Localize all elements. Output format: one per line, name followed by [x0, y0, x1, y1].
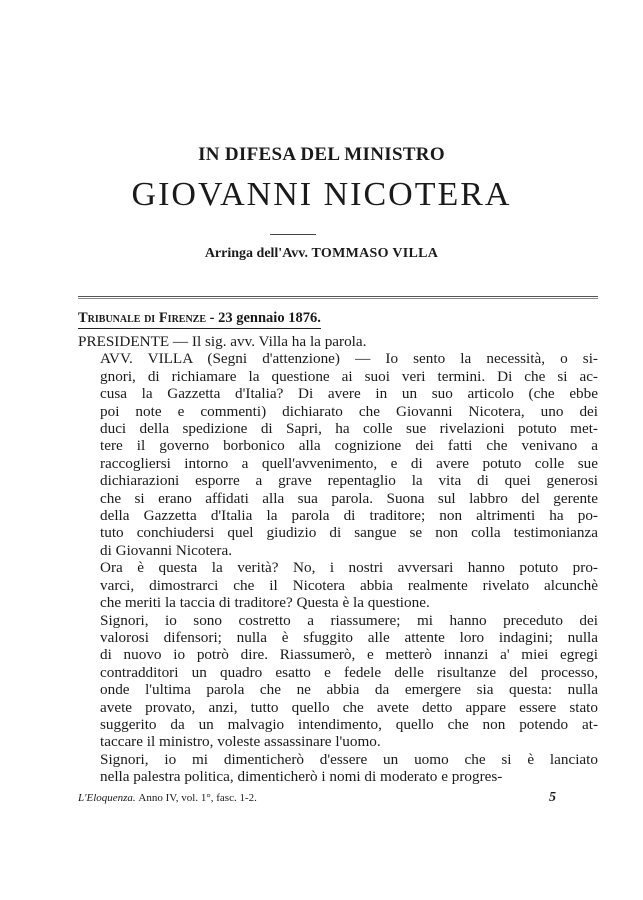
page-footer: [78, 792, 598, 804]
text-line: AVV. VILLA (Segni d'attenzione) — Io sento la necessità, o si-: [100, 350, 598, 368]
text-line: taccare il ministro, voleste assassinare l'uomo.: [100, 733, 381, 751]
text-line: gnori, di richiamare la questione ai suoi veri termini. Di che si ac-: [100, 367, 598, 385]
paragraph: [78, 751, 598, 786]
text-line: Ora è questa la verità? No, i nostri avversari hanno potuto pro-: [100, 559, 598, 577]
subtitle-heading: IN DIFESA DEL MINISTRO: [198, 144, 445, 165]
paragraph: [78, 350, 598, 559]
text-line: poi note e commenti) dichiarato che Giovanni Nicotera, uno dei: [100, 402, 598, 420]
text-line: tuto conchiudersi quel giudizio di sangue se non colla testimonianza: [100, 524, 598, 542]
byline-author: TOMMASO VILLA: [311, 246, 439, 261]
text-line: varci, dimostrarci che il Nicotera abbia realmente rivelato alcunchè: [100, 576, 598, 594]
byline: [0, 246, 643, 262]
text-line: valorosi difensori; nulla è sfuggito alle attente loro indagini; nulla: [100, 628, 598, 646]
paragraph: [78, 559, 598, 611]
text-line: della Gazzetta d'Italia la parola di traditore; non altrimenti ha po-: [100, 507, 598, 525]
main-title: GIOVANNI NICOTERA: [131, 176, 512, 213]
text-line: che meriti la taccia di traditore? Questa è la questione.: [100, 594, 430, 612]
page-number: 5: [549, 790, 556, 805]
body-text: [78, 333, 598, 786]
byline-prefix: Arringa dell'Avv.: [204, 246, 308, 261]
paragraph: [78, 612, 598, 751]
text-line: tere il governo borbonico alla cognizione dei fatti che venivano a: [100, 437, 598, 455]
text-line: di Giovanni Nicotera.: [100, 541, 233, 559]
text-line: dichiarazioni esporre a grave repentaglio la vita di quei generosi: [100, 472, 598, 490]
separator-rule: [78, 296, 598, 297]
text-line: che si erano affidati alla sua parola. Suona sul labbro del gerente: [100, 489, 598, 507]
dateline-date: - 23 gennaio 1876.: [209, 310, 321, 326]
dateline-court: Tribunale di Firenze: [78, 310, 207, 326]
text-line: nella palestra politica, dimenticherò i nomi di moderato e progres-: [100, 768, 503, 786]
text-line: di nuovo io potrò dire. Riassumerò, e metterò innanzi a' miei egregi: [100, 646, 598, 664]
paragraph: [78, 333, 598, 350]
text-line: contradditori un quadro esatto e fedele delle risultanze del processo,: [100, 663, 598, 681]
footer-journal: L'Eloquenza.: [78, 792, 136, 804]
text-line: cusa la Gazzetta d'Italia? Di avere in un suo articolo (che ebbe: [100, 385, 598, 403]
text-line: avete provato, anzi, tutto quello che avete detto appare essere stato: [100, 698, 598, 716]
text-line: Signori, io sono costretto a riassumere; mi hanno preceduto dei: [100, 611, 598, 629]
separator-rule-thin: [78, 298, 598, 299]
text-line: onde l'ultima parola che ne abbia da emergere sia questa: nulla: [100, 681, 598, 699]
footer-issue: Anno IV, vol. 1°, fasc. 1-2.: [138, 792, 257, 804]
text-line: PRESIDENTE — Il sig. avv. Villa ha la parola.: [78, 333, 367, 350]
text-line: Signori, io mi dimenticherò d'essere un uomo che si è lanciato: [100, 750, 598, 768]
text-line: raccogliersi intorno a quell'avvenimento, e di avere potuto colle sue: [100, 454, 598, 472]
text-line: duci della spedizione di Sapri, ha colle sue rivelazioni potuto met-: [100, 420, 598, 438]
title-rule: [270, 234, 316, 235]
dateline: [78, 310, 321, 329]
text-line: suggerito da un malvagio intendimento, quello che non potendo at-: [100, 715, 598, 733]
